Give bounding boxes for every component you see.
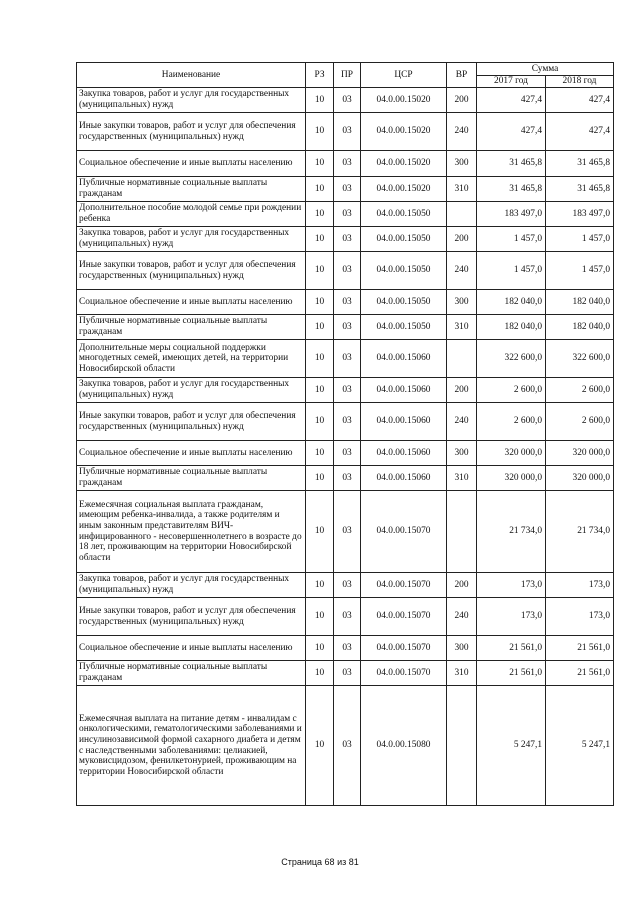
cell-2017: 427,4 xyxy=(477,113,546,151)
cell-2018: 31 465,8 xyxy=(546,151,614,177)
cell-name: Публичные нормативные социальные выплаты гражданам xyxy=(77,661,306,686)
cell-2017: 21 561,0 xyxy=(477,636,546,661)
cell-rz: 10 xyxy=(306,151,334,177)
cell-2017: 5 247,1 xyxy=(477,686,546,806)
header-sum: Сумма xyxy=(477,63,614,76)
cell-pr: 03 xyxy=(334,177,361,202)
cell-name: Дополнительные меры социальной поддержки многодетных семей, имеющих детей, на территории Новосибирской области xyxy=(77,340,306,378)
cell-rz: 10 xyxy=(306,315,334,340)
table-row xyxy=(77,598,614,636)
cell-name: Закупка товаров, работ и услуг для государственных (муниципальных) нужд xyxy=(77,227,306,252)
cell-rz: 10 xyxy=(306,177,334,202)
cell-pr: 03 xyxy=(334,290,361,315)
table-row xyxy=(77,378,614,403)
cell-csr: 04.0.00.15020 xyxy=(361,88,447,113)
cell-name: Дополнительное пособие молодой семье при рождении ребенка xyxy=(77,202,306,227)
cell-csr: 04.0.00.15070 xyxy=(361,636,447,661)
cell-name: Социальное обеспечение и иные выплаты населению xyxy=(77,290,306,315)
header-2018: 2018 год xyxy=(546,76,614,88)
table-row xyxy=(77,290,614,315)
cell-pr: 03 xyxy=(334,441,361,466)
cell-2018: 320 000,0 xyxy=(546,441,614,466)
cell-pr: 03 xyxy=(334,466,361,491)
cell-rz: 10 xyxy=(306,636,334,661)
cell-2017: 182 040,0 xyxy=(477,290,546,315)
cell-pr: 03 xyxy=(334,315,361,340)
cell-vr: 200 xyxy=(447,573,477,598)
cell-csr: 04.0.00.15060 xyxy=(361,466,447,491)
cell-2018: 322 600,0 xyxy=(546,340,614,378)
cell-name: Иные закупки товаров, работ и услуг для обеспечения государственных (муниципальных) нужд xyxy=(77,403,306,441)
cell-pr: 03 xyxy=(334,378,361,403)
cell-2018: 31 465,8 xyxy=(546,177,614,202)
cell-2018: 21 734,0 xyxy=(546,491,614,573)
cell-name: Иные закупки товаров, работ и услуг для обеспечения государственных (муниципальных) нужд xyxy=(77,598,306,636)
cell-csr: 04.0.00.15070 xyxy=(361,573,447,598)
document-page xyxy=(76,62,613,806)
cell-rz: 10 xyxy=(306,378,334,403)
cell-csr: 04.0.00.15050 xyxy=(361,315,447,340)
table-row xyxy=(77,113,614,151)
table-row xyxy=(77,573,614,598)
header-pr: ПР xyxy=(334,63,361,88)
cell-pr: 03 xyxy=(334,151,361,177)
cell-csr: 04.0.00.15060 xyxy=(361,403,447,441)
cell-vr: 300 xyxy=(447,441,477,466)
cell-pr: 03 xyxy=(334,403,361,441)
cell-2017: 1 457,0 xyxy=(477,227,546,252)
cell-name: Публичные нормативные социальные выплаты гражданам xyxy=(77,466,306,491)
cell-rz: 10 xyxy=(306,573,334,598)
cell-name: Иные закупки товаров, работ и услуг для обеспечения государственных (муниципальных) нужд xyxy=(77,252,306,290)
cell-csr: 04.0.00.15050 xyxy=(361,290,447,315)
cell-2017: 427,4 xyxy=(477,88,546,113)
table-header xyxy=(77,63,614,88)
cell-name: Закупка товаров, работ и услуг для государственных (муниципальных) нужд xyxy=(77,378,306,403)
cell-2018: 427,4 xyxy=(546,88,614,113)
cell-2017: 2 600,0 xyxy=(477,378,546,403)
cell-rz: 10 xyxy=(306,598,334,636)
header-2017: 2017 год xyxy=(477,76,546,88)
table-row xyxy=(77,686,614,806)
cell-name: Закупка товаров, работ и услуг для государственных (муниципальных) нужд xyxy=(77,573,306,598)
cell-rz: 10 xyxy=(306,491,334,573)
cell-rz: 10 xyxy=(306,340,334,378)
table-row xyxy=(77,491,614,573)
table-row xyxy=(77,466,614,491)
header-name: Наименование xyxy=(77,63,306,88)
cell-vr: 300 xyxy=(447,151,477,177)
cell-csr: 04.0.00.15070 xyxy=(361,491,447,573)
cell-vr: 240 xyxy=(447,113,477,151)
header-csr: ЦСР xyxy=(361,63,447,88)
table-row xyxy=(77,252,614,290)
cell-vr: 240 xyxy=(447,403,477,441)
cell-vr xyxy=(447,340,477,378)
cell-2018: 2 600,0 xyxy=(546,403,614,441)
cell-csr: 04.0.00.15020 xyxy=(361,113,447,151)
cell-vr: 200 xyxy=(447,227,477,252)
cell-vr: 310 xyxy=(447,661,477,686)
cell-vr: 240 xyxy=(447,252,477,290)
cell-pr: 03 xyxy=(334,252,361,290)
cell-2018: 320 000,0 xyxy=(546,466,614,491)
table-row xyxy=(77,403,614,441)
cell-rz: 10 xyxy=(306,441,334,466)
cell-2017: 21 561,0 xyxy=(477,661,546,686)
cell-rz: 10 xyxy=(306,88,334,113)
cell-csr: 04.0.00.15070 xyxy=(361,661,447,686)
table-row xyxy=(77,636,614,661)
cell-2018: 182 040,0 xyxy=(546,315,614,340)
cell-vr: 200 xyxy=(447,378,477,403)
cell-pr: 03 xyxy=(334,636,361,661)
table-row xyxy=(77,227,614,252)
cell-name: Социальное обеспечение и иные выплаты населению xyxy=(77,441,306,466)
cell-name: Публичные нормативные социальные выплаты гражданам xyxy=(77,177,306,202)
cell-vr: 240 xyxy=(447,598,477,636)
cell-2018: 2 600,0 xyxy=(546,378,614,403)
cell-pr: 03 xyxy=(334,113,361,151)
table-row xyxy=(77,177,614,202)
cell-2017: 1 457,0 xyxy=(477,252,546,290)
table-body xyxy=(77,88,614,806)
cell-csr: 04.0.00.15060 xyxy=(361,378,447,403)
table-row xyxy=(77,151,614,177)
cell-rz: 10 xyxy=(306,290,334,315)
cell-rz: 10 xyxy=(306,661,334,686)
cell-name: Ежемесячная выплата на питание детям - инвалидам с онкологическими, гематологическими заболеваниями и инсулинозависимой формой сахарного диабета и детям с наследственными заболеваниями: целиакией, муковисцидозом, фенилкетонурией, проживающим на территории Новосибирской области xyxy=(77,686,306,806)
cell-2017: 183 497,0 xyxy=(477,202,546,227)
cell-vr xyxy=(447,202,477,227)
cell-csr: 04.0.00.15050 xyxy=(361,202,447,227)
table-row xyxy=(77,340,614,378)
cell-2018: 21 561,0 xyxy=(546,636,614,661)
cell-csr: 04.0.00.15050 xyxy=(361,227,447,252)
cell-vr xyxy=(447,686,477,806)
cell-2017: 182 040,0 xyxy=(477,315,546,340)
cell-rz: 10 xyxy=(306,227,334,252)
header-vr: ВР xyxy=(447,63,477,88)
cell-rz: 10 xyxy=(306,113,334,151)
table-row xyxy=(77,661,614,686)
cell-vr xyxy=(447,491,477,573)
cell-2017: 21 734,0 xyxy=(477,491,546,573)
page-footer: Страница 68 из 81 xyxy=(281,857,359,867)
cell-name: Публичные нормативные социальные выплаты гражданам xyxy=(77,315,306,340)
cell-2018: 5 247,1 xyxy=(546,686,614,806)
cell-vr: 200 xyxy=(447,88,477,113)
cell-vr: 310 xyxy=(447,466,477,491)
cell-2018: 21 561,0 xyxy=(546,661,614,686)
table-row xyxy=(77,441,614,466)
cell-name: Закупка товаров, работ и услуг для государственных (муниципальных) нужд xyxy=(77,88,306,113)
table-row xyxy=(77,315,614,340)
cell-rz: 10 xyxy=(306,466,334,491)
cell-vr: 310 xyxy=(447,315,477,340)
cell-2018: 1 457,0 xyxy=(546,252,614,290)
cell-pr: 03 xyxy=(334,573,361,598)
cell-2017: 31 465,8 xyxy=(477,151,546,177)
cell-2017: 320 000,0 xyxy=(477,441,546,466)
cell-pr: 03 xyxy=(334,491,361,573)
cell-2017: 320 000,0 xyxy=(477,466,546,491)
cell-pr: 03 xyxy=(334,227,361,252)
cell-csr: 04.0.00.15060 xyxy=(361,441,447,466)
cell-2018: 173,0 xyxy=(546,573,614,598)
cell-csr: 04.0.00.15020 xyxy=(361,151,447,177)
table-row xyxy=(77,202,614,227)
cell-vr: 300 xyxy=(447,636,477,661)
cell-2017: 322 600,0 xyxy=(477,340,546,378)
cell-name: Иные закупки товаров, работ и услуг для обеспечения государственных (муниципальных) нужд xyxy=(77,113,306,151)
cell-csr: 04.0.00.15050 xyxy=(361,252,447,290)
cell-2018: 173,0 xyxy=(546,598,614,636)
budget-table xyxy=(76,62,614,806)
cell-pr: 03 xyxy=(334,202,361,227)
header-rz: РЗ xyxy=(306,63,334,88)
cell-2017: 31 465,8 xyxy=(477,177,546,202)
cell-vr: 310 xyxy=(447,177,477,202)
cell-csr: 04.0.00.15070 xyxy=(361,598,447,636)
cell-csr: 04.0.00.15060 xyxy=(361,340,447,378)
cell-name: Социальное обеспечение и иные выплаты населению xyxy=(77,151,306,177)
cell-rz: 10 xyxy=(306,686,334,806)
cell-2017: 173,0 xyxy=(477,573,546,598)
cell-2018: 182 040,0 xyxy=(546,290,614,315)
cell-vr: 300 xyxy=(447,290,477,315)
cell-pr: 03 xyxy=(334,686,361,806)
cell-2017: 2 600,0 xyxy=(477,403,546,441)
cell-2017: 173,0 xyxy=(477,598,546,636)
cell-pr: 03 xyxy=(334,88,361,113)
cell-pr: 03 xyxy=(334,598,361,636)
cell-2018: 1 457,0 xyxy=(546,227,614,252)
cell-rz: 10 xyxy=(306,403,334,441)
cell-2018: 183 497,0 xyxy=(546,202,614,227)
cell-csr: 04.0.00.15020 xyxy=(361,177,447,202)
table-row xyxy=(77,88,614,113)
cell-pr: 03 xyxy=(334,340,361,378)
cell-rz: 10 xyxy=(306,202,334,227)
cell-pr: 03 xyxy=(334,661,361,686)
cell-name: Ежемесячная социальная выплата гражданам, имеющим ребенка-инвалида, а также родителям и иным законным представителям ВИЧ-инфицированного - несовершеннолетнего в возрасте до 18 лет, проживающим на территории Новосибирской области xyxy=(77,491,306,573)
cell-2018: 427,4 xyxy=(546,113,614,151)
cell-rz: 10 xyxy=(306,252,334,290)
cell-csr: 04.0.00.15080 xyxy=(361,686,447,806)
cell-name: Социальное обеспечение и иные выплаты населению xyxy=(77,636,306,661)
